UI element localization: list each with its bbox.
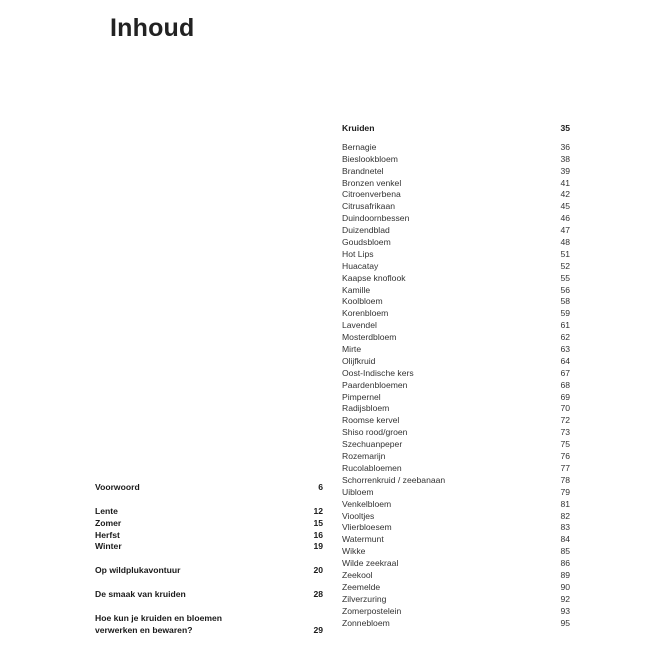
- toc-entry-label: Watermunt: [342, 534, 384, 545]
- toc-entry-label: Viooltjes: [342, 510, 375, 521]
- toc-entry-herb[interactable]: [342, 213, 570, 225]
- toc-entry-label: Zilverzuring: [342, 593, 387, 604]
- toc-entry-label: Wikke: [342, 546, 366, 557]
- toc-entry-page: 68: [560, 379, 570, 390]
- toc-entry-label: Huacatay: [342, 260, 379, 271]
- toc-entry-page: 62: [560, 332, 570, 343]
- toc-entry-page: 36: [560, 141, 570, 152]
- toc-entry-herb[interactable]: [342, 618, 570, 630]
- toc-entry-herb[interactable]: [342, 427, 570, 439]
- toc-entry-label: Roomse kervel: [342, 415, 400, 426]
- toc-entry-herb[interactable]: [342, 142, 570, 154]
- toc-entry-page: 92: [560, 593, 570, 604]
- toc-entry-hoe-kun-je-line2[interactable]: [95, 625, 323, 637]
- toc-entry-herb[interactable]: [342, 285, 570, 297]
- toc-entry-page: 58: [560, 296, 570, 307]
- toc-entry-page: 81: [560, 498, 570, 509]
- toc-entry-label: Duindoornbessen: [342, 213, 410, 224]
- toc-entry-herb[interactable]: [342, 225, 570, 237]
- toc-entry-zomer[interactable]: [95, 518, 323, 530]
- toc-entry-herb[interactable]: [342, 356, 570, 368]
- toc-entry-page: 61: [560, 320, 570, 331]
- toc-entry-label: Hoe kun je kruiden en bloemen: [95, 612, 223, 623]
- toc-entry-page: 55: [560, 272, 570, 283]
- toc-entry-label: Mirte: [342, 344, 362, 355]
- toc-entry-page: 72: [560, 415, 570, 426]
- toc-entry-herb[interactable]: [342, 189, 570, 201]
- toc-entry-label: Bernagie: [342, 141, 377, 152]
- toc-entry-label: Herfst: [95, 529, 120, 540]
- toc-entry-page: 59: [560, 308, 570, 319]
- toc-entry-page: 73: [560, 427, 570, 438]
- toc-entry-herb[interactable]: [342, 403, 570, 415]
- toc-heading-page: 35: [560, 123, 570, 133]
- toc-entry-page: 84: [560, 534, 570, 545]
- toc-entry-herfst[interactable]: [95, 530, 323, 542]
- toc-entry-label: Lente: [95, 505, 118, 516]
- toc-entry-page: 6: [318, 482, 323, 492]
- toc-entry-herb[interactable]: [342, 463, 570, 475]
- toc-entry-page: 12: [313, 505, 323, 516]
- toc-entry-herb[interactable]: [342, 594, 570, 606]
- toc-entry-label: Rucolabloemen: [342, 462, 402, 473]
- toc-entry-page: 41: [560, 177, 570, 188]
- toc-entry-label: Pimpernel: [342, 391, 381, 402]
- toc-entry-page: 75: [560, 439, 570, 450]
- toc-entry-herb[interactable]: [342, 344, 570, 356]
- toc-entry-herb[interactable]: [342, 439, 570, 451]
- toc-entry-herb[interactable]: [342, 296, 570, 308]
- toc-entry-de-smaak-van-kruiden[interactable]: [95, 589, 323, 601]
- toc-entry-page: 19: [313, 541, 323, 552]
- toc-entry-label: Hot Lips: [342, 248, 374, 259]
- page-title: Inhoud: [110, 14, 195, 42]
- toc-entry-page: 45: [560, 201, 570, 212]
- toc-entry-page: 95: [560, 617, 570, 628]
- toc-entry-herb[interactable]: [342, 166, 570, 178]
- toc-entry-page: 38: [560, 153, 570, 164]
- toc-entry-label: De smaak van kruiden: [95, 589, 186, 600]
- toc-entry-page: 90: [560, 581, 570, 592]
- toc-entry-herb[interactable]: [342, 237, 570, 249]
- toc-entry-herb[interactable]: [342, 320, 570, 332]
- toc-entry-label: Citroenverbena: [342, 189, 401, 200]
- toc-heading-kruiden[interactable]: [342, 123, 570, 135]
- toc-entry-page: 28: [313, 589, 323, 600]
- toc-entry-page: 64: [560, 355, 570, 366]
- toc-entry-label: Citrusafrikaan: [342, 201, 396, 212]
- toc-entry-page: 83: [560, 522, 570, 533]
- toc-entry-label: Winter: [95, 541, 122, 552]
- toc-entry-herb[interactable]: [342, 487, 570, 499]
- toc-entry-label: Duizendblad: [342, 225, 390, 236]
- toc-entry-herb[interactable]: [342, 582, 570, 594]
- toc-entry-page: 78: [560, 474, 570, 485]
- toc-entry-label: Voorwoord: [95, 482, 140, 492]
- toc-entry-label: Korenbloem: [342, 308, 389, 319]
- toc-entry-label: Zeekool: [342, 569, 373, 580]
- toc-entry-herb[interactable]: [342, 475, 570, 487]
- toc-entry-page: 89: [560, 569, 570, 580]
- toc-entry-label: Bronzen venkel: [342, 177, 402, 188]
- toc-entry-op-wildplukavontuur[interactable]: [95, 565, 323, 577]
- kruiden-list: [342, 142, 570, 630]
- toc-left-column: [95, 482, 323, 637]
- toc-entry-label: Bieslookbloem: [342, 153, 398, 164]
- toc-entry-page: 51: [560, 248, 570, 259]
- toc-entry-page: 82: [560, 510, 570, 521]
- toc-entry-label: Rozemarijn: [342, 451, 386, 462]
- toc-entry-herb[interactable]: [342, 249, 570, 261]
- toc-entry-page: 76: [560, 451, 570, 462]
- toc-entry-herb[interactable]: [342, 546, 570, 558]
- toc-entry-herb[interactable]: [342, 368, 570, 380]
- toc-entry-herb[interactable]: [342, 606, 570, 618]
- toc-entry-label: Brandnetel: [342, 165, 384, 176]
- toc-entry-voorwoord[interactable]: [95, 482, 323, 494]
- toc-entry-label: Oost-Indische kers: [342, 367, 414, 378]
- toc-entry-page: 56: [560, 284, 570, 295]
- toc-entry-herb[interactable]: [342, 499, 570, 511]
- toc-entry-label: Szechuanpeper: [342, 439, 403, 450]
- toc-entry-hoe-kun-je-line1[interactable]: [95, 613, 323, 625]
- toc-right-column: [342, 123, 570, 629]
- toc-entry-lente[interactable]: [95, 506, 323, 518]
- toc-entry-herb[interactable]: [342, 380, 570, 392]
- toc-entry-herb[interactable]: [342, 570, 570, 582]
- toc-entry-page: 47: [560, 225, 570, 236]
- toc-entry-label: Goudsbloem: [342, 237, 391, 248]
- toc-entry-label: Kamille: [342, 284, 371, 295]
- toc-entry-page: 63: [560, 344, 570, 355]
- toc-entry-herb[interactable]: [342, 511, 570, 523]
- toc-entry-herb[interactable]: [342, 451, 570, 463]
- toc-entry-label: Olijfkruid: [342, 355, 376, 366]
- toc-entry-page: 52: [560, 260, 570, 271]
- toc-entry-page: 77: [560, 462, 570, 473]
- toc-entry-page: 16: [313, 529, 323, 540]
- toc-entry-label: Wilde zeekraal: [342, 558, 399, 569]
- toc-entry-page: 69: [560, 391, 570, 402]
- toc-entry-label: Lavendel: [342, 320, 377, 331]
- toc-entry-label: Zomer: [95, 517, 122, 528]
- toc-entry-label: Shiso rood/groen: [342, 427, 408, 438]
- toc-entry-label: Vlierbloesem: [342, 522, 392, 533]
- toc-entry-page: 20: [313, 565, 323, 576]
- toc-entry-label: Schorrenkruid / zeebanaan: [342, 474, 446, 485]
- toc-entry-page: 79: [560, 486, 570, 497]
- toc-entry-label: Zomerpostelein: [342, 605, 402, 616]
- toc-entry-herb[interactable]: [342, 534, 570, 546]
- toc-entry-label: Kaapse knoflook: [342, 272, 406, 283]
- toc-entry-label: Paardenbloemen: [342, 379, 408, 390]
- toc-entry-herb[interactable]: [342, 273, 570, 285]
- toc-entry-label: Uibloem: [342, 486, 374, 497]
- toc-entry-page: 46: [560, 213, 570, 224]
- toc-entry-herb[interactable]: [342, 178, 570, 190]
- toc-entry-page: 86: [560, 558, 570, 569]
- toc-entry-page: 67: [560, 367, 570, 378]
- toc-entry-herb[interactable]: [342, 558, 570, 570]
- toc-entry-herb[interactable]: [342, 261, 570, 273]
- toc-entry-herb[interactable]: [342, 392, 570, 404]
- toc-entry-label: Venkelbloem: [342, 498, 392, 509]
- toc-entry-label: Zeemelde: [342, 581, 381, 592]
- toc-entry-label: Zonnebloem: [342, 617, 390, 628]
- toc-entry-label: Radijsbloem: [342, 403, 390, 414]
- toc-entry-page: 93: [560, 605, 570, 616]
- toc-entry-winter[interactable]: [95, 541, 323, 553]
- toc-entry-page: 15: [313, 517, 323, 528]
- toc-entry-herb[interactable]: [342, 201, 570, 213]
- toc-entry-page: 39: [560, 165, 570, 176]
- toc-entry-page: 70: [560, 403, 570, 414]
- toc-entry-herb[interactable]: [342, 332, 570, 344]
- toc-entry-label: Op wildplukavontuur: [95, 565, 181, 576]
- toc-entry-herb[interactable]: [342, 154, 570, 166]
- toc-entry-page: 42: [560, 189, 570, 200]
- toc-heading-label: Kruiden: [342, 123, 375, 133]
- toc-entry-label: Mosterdbloem: [342, 332, 397, 343]
- toc-entry-label: verwerken en bewaren?: [95, 624, 193, 635]
- toc-entry-herb[interactable]: [342, 415, 570, 427]
- toc-entry-page: 48: [560, 237, 570, 248]
- toc-entry-herb[interactable]: [342, 522, 570, 534]
- toc-entry-page: 85: [560, 546, 570, 557]
- toc-entry-herb[interactable]: [342, 308, 570, 320]
- toc-entry-label: Koolbloem: [342, 296, 383, 307]
- toc-entry-page: 29: [313, 624, 323, 635]
